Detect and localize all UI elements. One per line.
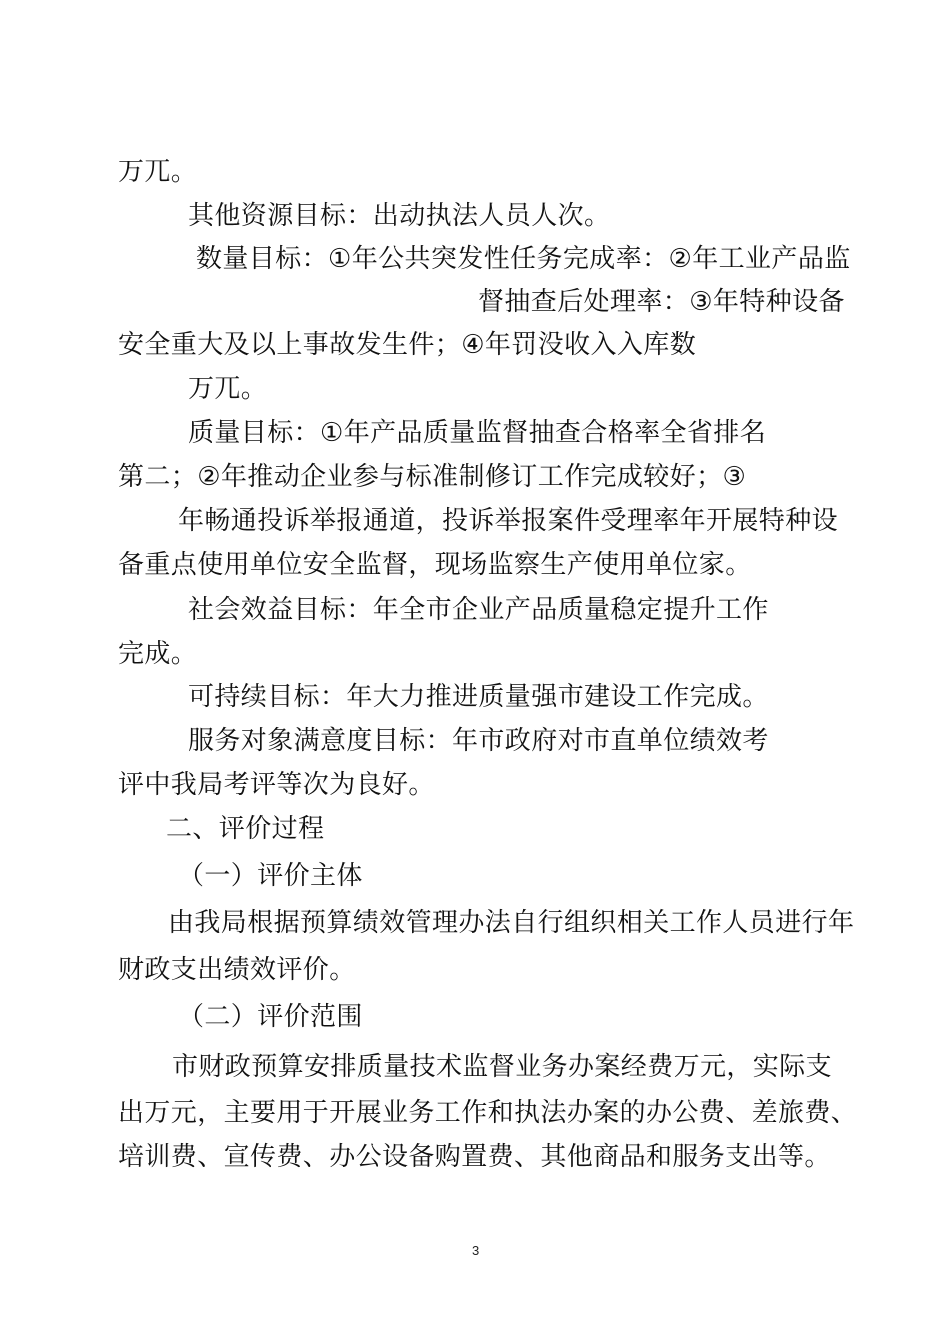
- page-number: 3: [472, 1243, 480, 1258]
- text-line-14: 服务对象满意度目标：年市政府对市直单位绩效考: [188, 726, 769, 756]
- text-line-6: 万兀。: [188, 374, 268, 404]
- text-line-2: 其他资源目标：出动执法人员人次。: [188, 201, 611, 231]
- text-line-1: 万兀。: [118, 157, 198, 187]
- text-line-7: 质量目标：①年产品质量监督抽查合格率全省排名: [188, 418, 767, 448]
- text-line-22: 出万元，主要用于开展业务工作和执法办案的办公费、差旅费、: [118, 1098, 858, 1128]
- text-line-4: 督抽查后处理率：③年特种设备: [478, 287, 845, 317]
- text-line-11: 社会效益目标：年全市企业产品质量稳定提升工作: [188, 595, 769, 625]
- text-line-10: 备重点使用单位安全监督，现场监察生产使用单位家。: [118, 550, 752, 580]
- text-line-12: 完成。: [118, 639, 198, 669]
- text-line-18: 由我局根据预算绩效管理办法自行组织相关工作人员进行年: [168, 908, 855, 938]
- subsection-heading-evaluation-subject: （一）评价主体: [178, 861, 363, 891]
- text-line-23: 培训费、宣传费、办公设备购置费、其他商品和服务支出等。: [118, 1142, 831, 1172]
- text-line-21: 市财政预算安排质量技术监督业务办案经费万元，实际支: [172, 1052, 833, 1082]
- text-line-15: 评中我局考评等次为良好。: [118, 770, 435, 800]
- text-line-8: 第二；②年推动企业参与标准制修订工作完成较好；③: [118, 462, 747, 492]
- section-heading-evaluation-process: 二、评价过程: [166, 814, 325, 844]
- text-line-3: 数量目标：①年公共突发性任务完成率：②年工业产品监: [196, 244, 851, 274]
- text-line-9: 年畅通投诉举报通道，投诉举报案件受理率年开展特种设: [178, 506, 839, 536]
- text-line-13: 可持续目标：年大力推进质量强市建设工作完成。: [188, 682, 769, 712]
- text-line-19: 财政支出绩效评价。: [118, 955, 356, 985]
- text-line-5: 安全重大及以上事故发生件；④年罚没收入入库数: [118, 330, 697, 360]
- subsection-heading-evaluation-scope: （二）评价范围: [178, 1002, 363, 1032]
